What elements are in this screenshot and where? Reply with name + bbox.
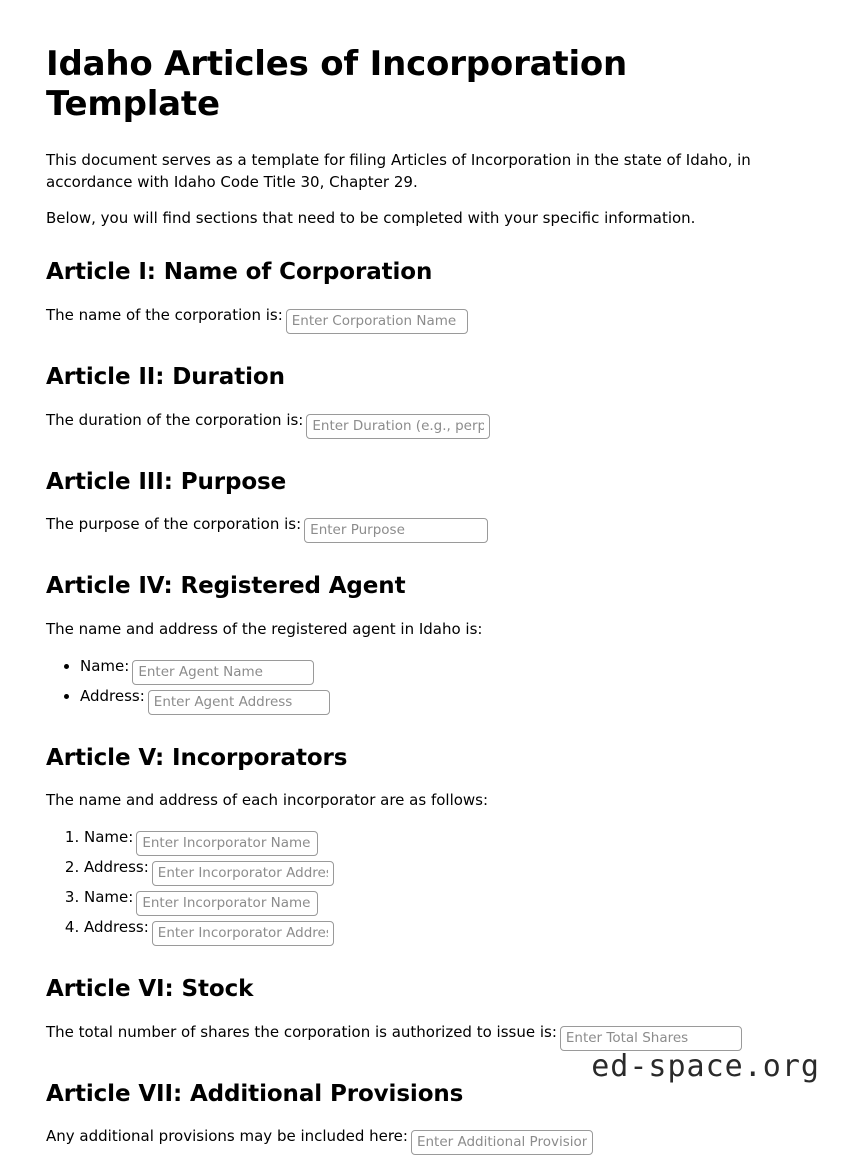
registered-agent-list [46, 655, 796, 715]
agent-address-input[interactable] [148, 690, 330, 715]
article-3-label: The purpose of the corporation is: [46, 515, 302, 534]
page-title: Idaho Articles of Incorporation Template [46, 44, 628, 125]
intro-paragraph: This document serves as a template for filing Articles of Incorporation in the state of Idaho, in accordance with Idaho Code Title 30, Chapter 29. [46, 151, 751, 191]
list-item [80, 655, 796, 685]
agent-name-label: Name: [80, 656, 130, 675]
article-5-heading: Article V: Incorporators [46, 744, 348, 771]
article-6-label: The total number of shares the corporation is authorized to issue is: [46, 1022, 557, 1041]
purpose-input[interactable] [304, 518, 488, 543]
incorporator-1-name-input[interactable] [136, 831, 318, 856]
incorporator-2-name-input[interactable] [136, 891, 318, 916]
article-1-heading: Article I: Name of Corporation [46, 259, 433, 286]
article-7-heading: Article VII: Additional Provisions [46, 1080, 464, 1107]
article-3-heading: Article III: Purpose [46, 468, 287, 495]
article-1-field-line [46, 305, 796, 334]
list-item [84, 826, 796, 856]
article-2-label: The duration of the corporation is: [46, 410, 304, 429]
article-6-heading: Article VI: Stock [46, 975, 254, 1002]
article-4-heading: Article IV: Registered Agent [46, 573, 406, 600]
article-4-label: The name and address of the registered agent in Idaho is: [46, 619, 483, 638]
list-item [84, 886, 796, 916]
site-watermark: ed-space.org [591, 1049, 820, 1084]
article-2-field-line [46, 410, 796, 439]
incorporator-1-address-label: Address: [84, 857, 149, 876]
total-shares-input[interactable] [560, 1026, 742, 1051]
article-2-heading: Article II: Duration [46, 364, 285, 391]
list-item [84, 916, 796, 946]
incorporator-1-name-label: Name: [84, 827, 134, 846]
instruction-paragraph: Below, you will find sections that need to be completed with your specific information. [46, 208, 696, 227]
corporation-name-input[interactable] [286, 309, 468, 334]
incorporators-list [46, 826, 796, 946]
duration-input[interactable] [306, 414, 490, 439]
article-6-field-line [46, 1022, 796, 1051]
agent-address-label: Address: [80, 686, 145, 705]
additional-provisions-input[interactable] [411, 1130, 593, 1155]
list-item [80, 685, 796, 715]
article-7-label: Any additional provisions may be included here: [46, 1127, 408, 1146]
incorporator-2-address-input[interactable] [152, 921, 334, 946]
list-item [84, 856, 796, 886]
incorporator-2-address-label: Address: [84, 917, 149, 936]
agent-name-input[interactable] [132, 660, 314, 685]
article-1-label: The name of the corporation is: [46, 306, 283, 325]
article-7-field-line [46, 1126, 796, 1155]
incorporator-2-name-label: Name: [84, 887, 134, 906]
article-5-label: The name and address of each incorporator are as follows: [46, 791, 489, 810]
article-3-field-line [46, 514, 796, 543]
incorporator-1-address-input[interactable] [152, 861, 334, 886]
